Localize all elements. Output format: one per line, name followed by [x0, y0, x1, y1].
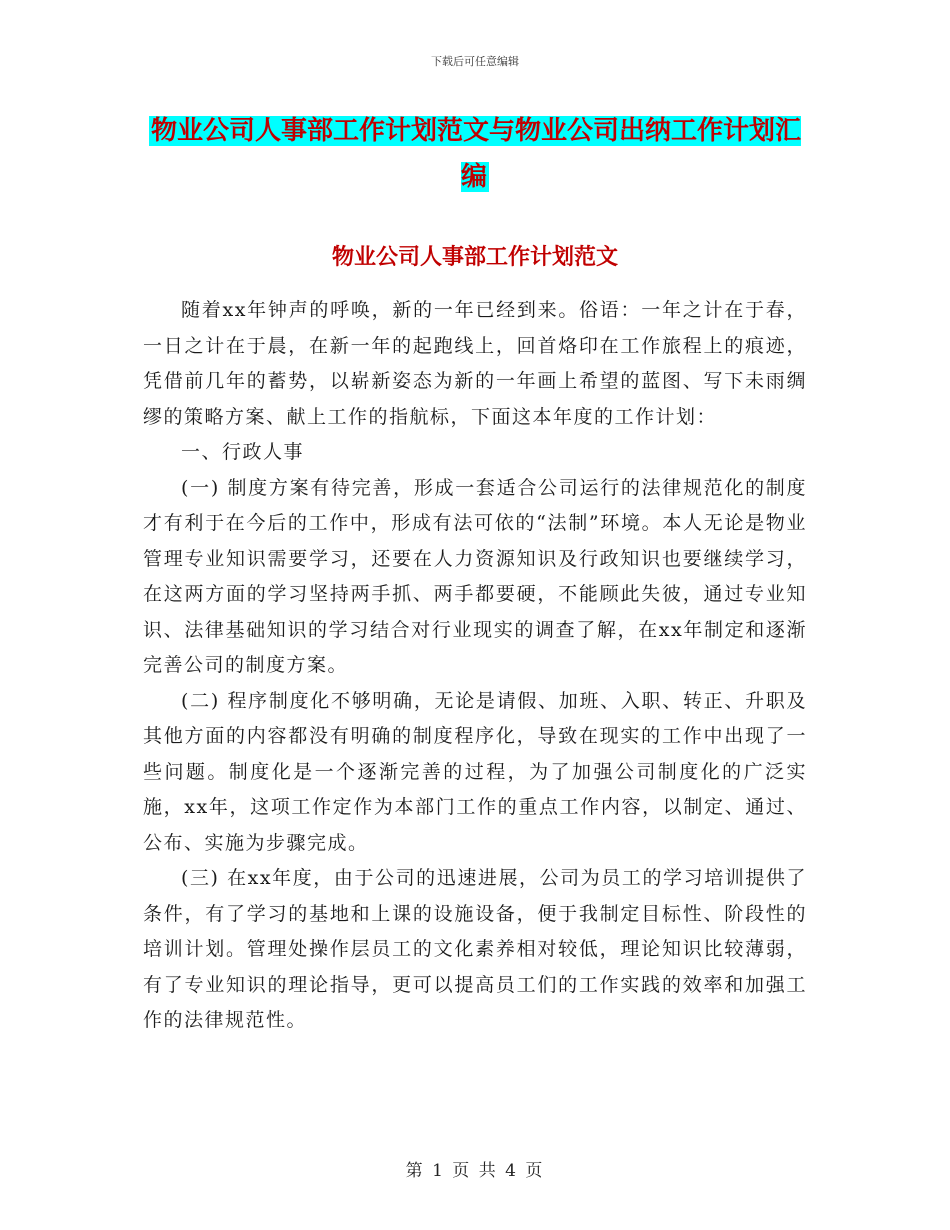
paragraph-item-3: (三) 在xx年度，由于公司的迅速进展，公司为员工的学习培训提供了条件，有了学习的基地和上课的设施设备，便于我制定目标性、阶段性的培训计划。管理处操作层员工的文化素养相对较低，理论知识比较薄弱，有了专业知识的理论指导，更可以提高员工们的工作实践的效率和加强工作的法律规范性。 — [143, 867, 807, 1031]
document-title — [140, 108, 810, 200]
document-body — [143, 293, 807, 1039]
paragraph-item-1: (一) 制度方案有待完善，形成一套适合公司运行的法律规范化的制度才有利于在今后的工作中，形成有法可依的“法制”环境。本人无论是物业管理专业知识需要学习，还要在人力资源知识及行政知识也要继续学习，在这两方面的学习坚持两手抓、两手都要硬，不能顾此失彼，通过专业知识、法律基础知识的学习结合对行业现实的调查了解，在xx年制定和逐渐完善公司的制度方案。 — [143, 476, 807, 676]
paragraph-intro: 随着xx年钟声的呼唤，新的一年已经到来。俗语：一年之计在于春，一日之计在于晨，在新一年的起跑线上，回首烙印在工作旅程上的痕迹，凭借前几年的蓄势，以崭新姿态为新的一年画上希望的蓝图、写下未雨绸缪的策略方案、献上工作的指航标，下面这本年度的工作计划： — [143, 299, 807, 428]
header-note: 下载后可任意编辑 — [431, 55, 519, 68]
document-title-text: 物业公司人事部工作计划范文与物业公司出纳工作计划汇编 — [150, 116, 801, 192]
paragraph-heading-admin: 一、行政人事 — [181, 441, 305, 463]
section-title: 物业公司人事部工作计划范文 — [331, 245, 618, 270]
paragraph-item-2: (二) 程序制度化不够明确，无论是请假、加班、入职、转正、升职及其他方面的内容都没有明确的制度程序化，导致在现实的工作中出现了一些问题。制度化是一个逐渐完善的过程，为了加强公司制度化的广泛实施，xx年，这项工作定作为本部门工作的重点工作内容，以制定、通过、公布、实施为步骤完成。 — [143, 689, 807, 854]
page-footer: 第 1 页 共 4 页 — [405, 1161, 545, 1181]
